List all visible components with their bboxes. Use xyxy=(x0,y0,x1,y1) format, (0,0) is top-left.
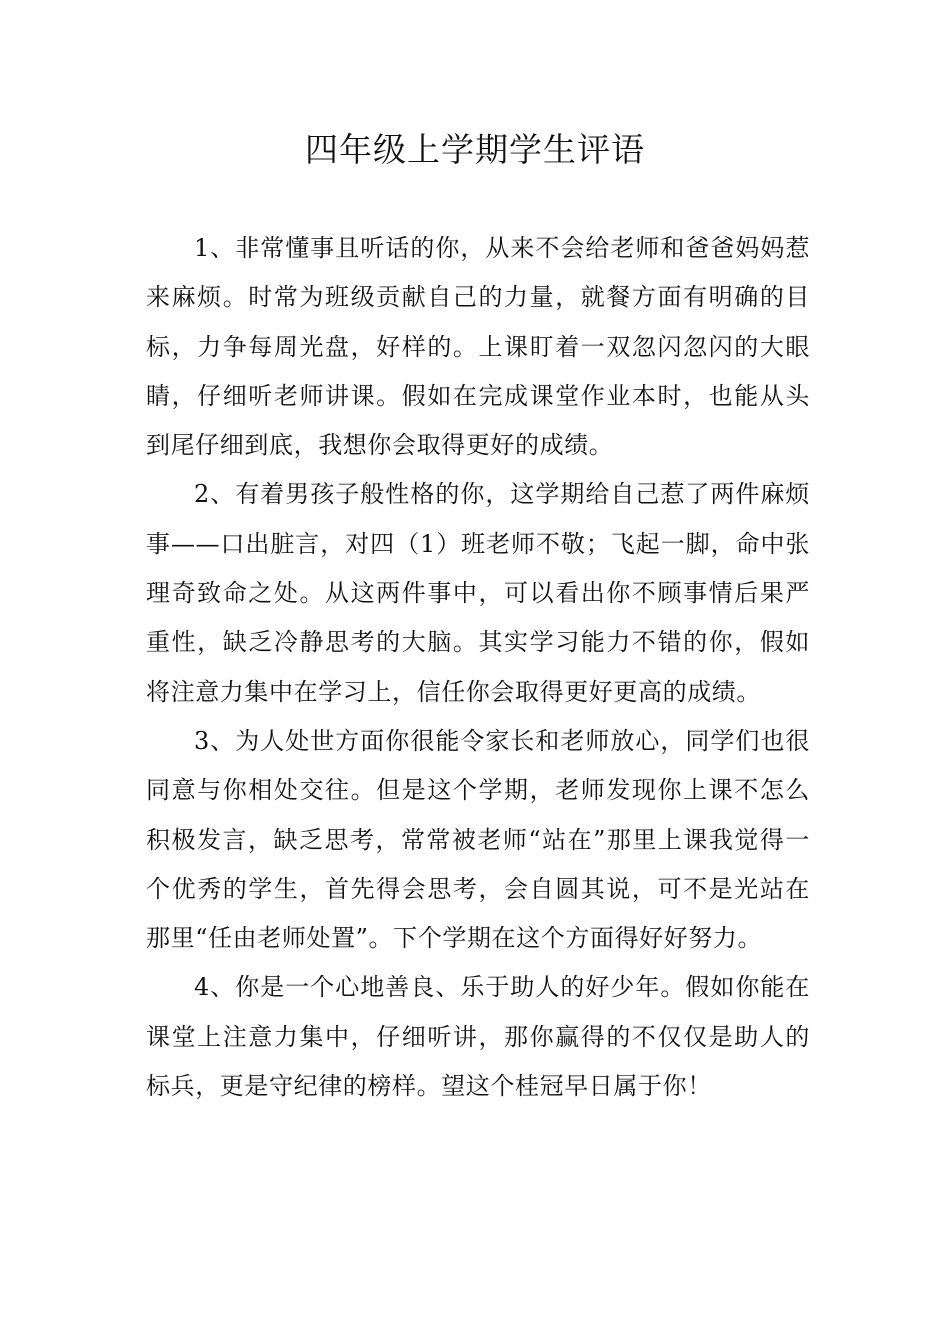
comment-paragraph-1: 1、非常懂事且听话的你，从来不会给老师和爸爸妈妈惹来麻烦。时常为班级贡献自己的力量，就餐方面有明确的目标，力争每周光盘，好样的。上课盯着一双忽闪忽闪的大眼睛，仔细听老师讲课。假如在完成课堂作业本时，也能从头到尾仔细到底，我想你会取得更好的成绩。 xyxy=(146,234,810,460)
document-body xyxy=(146,224,810,1111)
comment-paragraph-3: 3、为人处世方面你很能令家长和老师放心，同学们也很同意与你相处交往。但是这个学期，老师发现你上课不怎么积极发言，缺乏思考，常常被老师“站在”那里上课我觉得一个优秀的学生，首先得会思考，会自圆其说，可不是光站在那里“任由老师处置”。下个学期在这个方面得好好努力。 xyxy=(146,726,810,953)
document-title: 四年级上学期学生评语 xyxy=(305,130,645,169)
comment-paragraph-4: 4、你是一个心地善良、乐于助人的好少年。假如你能在课堂上注意力集中，仔细听讲，那你赢得的不仅仅是助人的标兵，更是守纪律的榜样。望这个桂冠早日属于你！ xyxy=(146,973,810,1101)
comment-paragraph-2: 2、有着男孩子般性格的你，这学期给自己惹了两件麻烦事——口出脏言，对四（1）班老师不敬；飞起一脚，命中张理奇致命之处。从这两件事中，可以看出你不顾事情后果严重性，缺乏冷静思考的大脑。其实学习能力不错的你，假如将注意力集中在学习上，信任你会取得更好更高的成绩。 xyxy=(146,480,810,706)
